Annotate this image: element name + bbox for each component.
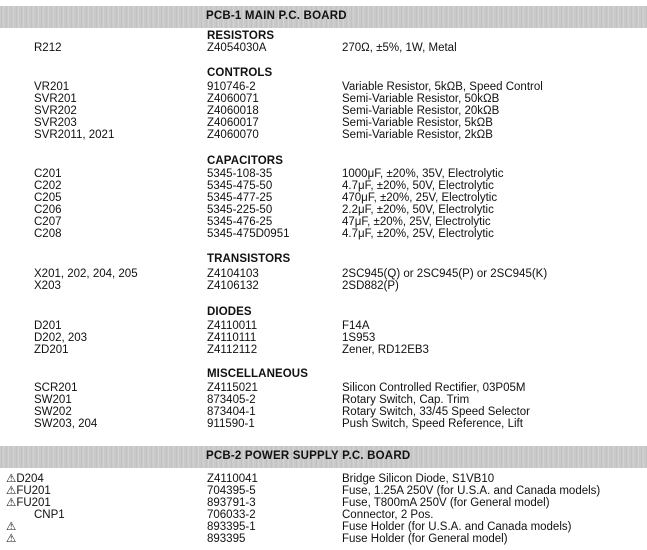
pcb2-header-band <box>0 446 647 468</box>
ref-designator: D202, 203 <box>34 332 88 344</box>
part-number: 873404-1 <box>207 406 256 418</box>
part-number: 5345-476-25 <box>207 216 273 228</box>
warning-icon: ⚠ <box>6 497 17 509</box>
table-row <box>0 485 647 497</box>
part-number: Z4104103 <box>207 268 259 280</box>
part-number: 873405-2 <box>207 394 256 406</box>
table-row <box>0 406 647 418</box>
table-row <box>0 533 647 545</box>
table-row <box>0 117 647 129</box>
table-row <box>0 521 647 533</box>
table-row <box>0 93 647 105</box>
part-number: 5345-108-35 <box>207 168 273 180</box>
table-row <box>0 192 647 204</box>
description: 270Ω, ±5%, 1W, Metal <box>342 42 457 54</box>
description: Push Switch, Speed Reference, Lift <box>342 418 523 430</box>
ref-designator: D204 <box>16 473 44 485</box>
ref-designator: C206 <box>34 204 62 216</box>
warning-icon: ⚠ <box>6 473 17 485</box>
part-number: Z4110011 <box>207 320 258 332</box>
ref-designator: C207 <box>34 216 62 228</box>
description: Variable Resistor, 5kΩB, Speed Control <box>342 81 543 93</box>
part-number: Z4054030A <box>207 42 267 54</box>
description: 47μF, ±20%, 25V, Electrolytic <box>342 216 491 228</box>
table-row <box>0 42 647 54</box>
table-row <box>0 168 647 180</box>
table-row <box>0 382 647 394</box>
part-number: 5345-475D0951 <box>207 228 290 240</box>
ref-designator: CNP1 <box>34 509 65 521</box>
table-row <box>0 473 647 485</box>
description: Semi-Variable Resistor, 20kΩB <box>342 105 500 117</box>
description: Fuse Holder (for U.S.A. and Canada models) <box>342 521 572 533</box>
table-row <box>0 129 647 141</box>
table-row <box>0 497 647 509</box>
description: Fuse, T800mA 250V (for General model) <box>342 497 550 509</box>
part-number: 5345-475-50 <box>207 180 273 192</box>
table-row <box>0 180 647 192</box>
description: Semi-Variable Resistor, 2kΩB <box>342 129 493 141</box>
ref-designator: SVR202 <box>34 105 77 117</box>
table-row <box>0 418 647 430</box>
description: 470μF, ±20%, 25V, Electrolytic <box>342 192 498 204</box>
ref-designator: D201 <box>34 320 62 332</box>
section-heading-transistors: TRANSISTORS <box>207 253 291 265</box>
ref-designator: VR201 <box>34 81 70 93</box>
pcb2-title: PCB-2 POWER SUPPLY P.C. BOARD <box>206 450 411 462</box>
ref-designator: SVR201 <box>34 93 77 105</box>
ref-designator: X203 <box>34 280 61 292</box>
ref-designator: C202 <box>34 180 62 192</box>
description: 2.2μF, ±20%, 50V, Electrolytic <box>342 204 494 216</box>
description: Zener, RD12EB3 <box>342 344 429 356</box>
ref-designator: X201, 202, 204, 205 <box>34 268 138 280</box>
part-number: Z4106132 <box>207 280 259 292</box>
ref-designator: SW202 <box>34 406 72 418</box>
ref-designator: ZD201 <box>34 344 69 356</box>
section-heading-controls: CONTROLS <box>207 67 273 79</box>
ref-designator-with-warning <box>6 473 44 485</box>
table-row <box>0 105 647 117</box>
warning-icon: ⚠ <box>6 533 17 545</box>
part-number: Z4060071 <box>207 93 259 105</box>
ref-designator-with-warning <box>6 497 51 509</box>
table-row <box>0 394 647 406</box>
ref-designator: C205 <box>34 192 62 204</box>
description: 2SC945(Q) or 2SC945(P) or 2SC945(K) <box>342 268 548 280</box>
table-row <box>0 344 647 356</box>
table-row <box>0 204 647 216</box>
ref-designator: SW203, 204 <box>34 418 98 430</box>
description: 1S953 <box>342 332 376 344</box>
part-number: 706033-2 <box>207 509 256 521</box>
part-number: Z4060017 <box>207 117 259 129</box>
part-number: Z4060018 <box>207 105 259 117</box>
ref-designator: R212 <box>34 42 62 54</box>
ref-designator: FU201 <box>16 485 51 497</box>
part-number: 893395 <box>207 533 246 545</box>
ref-designator: SCR201 <box>34 382 78 394</box>
ref-designator: C208 <box>34 228 62 240</box>
part-number: 704395-5 <box>207 485 256 497</box>
description: Fuse Holder (for General model) <box>342 533 508 545</box>
part-number: Z4060070 <box>207 129 259 141</box>
pcb1-header-band <box>0 6 647 28</box>
part-number: Z4110111 <box>207 332 257 344</box>
table-row <box>0 509 647 521</box>
part-number: Z4110041 <box>207 473 258 485</box>
part-number: Z4115021 <box>207 382 258 394</box>
section-heading-resistors: RESISTORS <box>207 30 275 42</box>
table-row <box>0 332 647 344</box>
description: Rotary Switch, Cap. Trim <box>342 394 470 406</box>
description: Bridge Silicon Diode, S1VB10 <box>342 473 495 485</box>
description: 1000μF, ±20%, 35V, Electrolytic <box>342 168 504 180</box>
ref-designator: FU201 <box>16 497 51 509</box>
table-row <box>0 320 647 332</box>
part-number: 893395-1 <box>207 521 256 533</box>
part-number: 5345-477-25 <box>207 192 273 204</box>
table-row <box>0 280 647 292</box>
pcb1-title: PCB-1 MAIN P.C. BOARD <box>206 10 347 22</box>
ref-designator: SVR203 <box>34 117 77 129</box>
description: 4.7μF, ±20%, 25V, Electrolytic <box>342 228 494 240</box>
section-heading-capacitors: CAPACITORS <box>207 155 283 167</box>
description: 4.7μF, ±20%, 50V, Electrolytic <box>342 180 494 192</box>
ref-designator-with-warning <box>6 485 51 497</box>
part-number: 5345-225-50 <box>207 204 273 216</box>
description: Semi-Variable Resistor, 50kΩB <box>342 93 500 105</box>
part-number: 911590-1 <box>207 418 255 430</box>
table-row <box>0 81 647 93</box>
description: Rotary Switch, 33/45 Speed Selector <box>342 406 530 418</box>
part-number: 893791-3 <box>207 497 256 509</box>
description: Silicon Controlled Rectifier, 03P05M <box>342 382 526 394</box>
table-row <box>0 268 647 280</box>
warning-icon: ⚠ <box>6 521 17 533</box>
section-heading-miscellaneous: MISCELLANEOUS <box>207 368 308 380</box>
description: Semi-Variable Resistor, 5kΩB <box>342 117 493 129</box>
warning-icon: ⚠ <box>6 485 17 497</box>
ref-designator: C201 <box>34 168 62 180</box>
part-number: 910746-2 <box>207 81 256 93</box>
description: Connector, 2 Pos. <box>342 509 434 521</box>
description: 2SD882(P) <box>342 280 399 292</box>
table-row <box>0 228 647 240</box>
ref-designator: SVR2011, 2021 <box>34 129 115 141</box>
section-heading-diodes: DIODES <box>207 306 252 318</box>
ref-designator: SW201 <box>34 394 72 406</box>
part-number: Z4112112 <box>207 344 258 356</box>
description: Fuse, 1.25A 250V (for U.S.A. and Canada models) <box>342 485 601 497</box>
table-row <box>0 216 647 228</box>
description: F14A <box>342 320 370 332</box>
